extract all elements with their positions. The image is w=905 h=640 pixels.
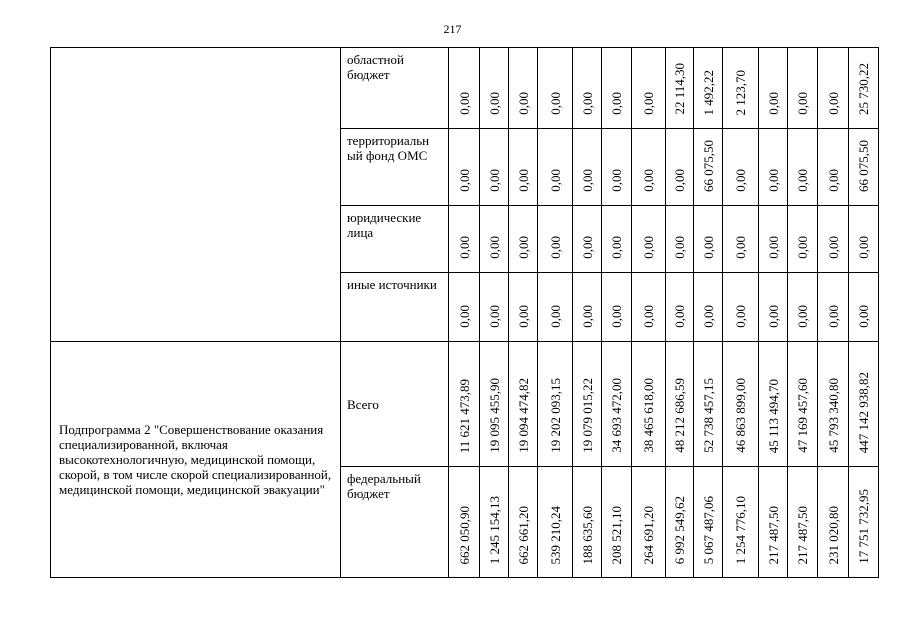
value-cell bbox=[818, 342, 849, 467]
value-cell bbox=[509, 467, 538, 578]
value-cell bbox=[480, 273, 509, 342]
value-cell bbox=[602, 129, 632, 206]
value: 19 079 015,22 bbox=[579, 378, 595, 453]
value: 11 621 473,89 bbox=[456, 378, 472, 453]
value-cell bbox=[759, 273, 788, 342]
value: 22 114,30 bbox=[672, 63, 687, 115]
value-cell bbox=[632, 273, 666, 342]
value: 0,00 bbox=[547, 305, 563, 328]
value: 0,00 bbox=[825, 236, 841, 259]
value: 0,00 bbox=[672, 305, 687, 328]
value: 0,00 bbox=[547, 169, 563, 192]
value: 0,00 bbox=[672, 169, 687, 192]
value: 5 067 487,06 bbox=[700, 495, 716, 564]
value-cell bbox=[602, 206, 632, 273]
value: 0,00 bbox=[825, 169, 841, 192]
value-cell bbox=[602, 273, 632, 342]
value: 0,00 bbox=[641, 169, 656, 192]
value: 208 521,10 bbox=[609, 505, 624, 564]
value-cell bbox=[818, 129, 849, 206]
value-cell bbox=[509, 273, 538, 342]
value-cell bbox=[759, 206, 788, 273]
value: 6 992 549,62 bbox=[672, 495, 687, 564]
value-cell bbox=[573, 342, 602, 467]
value: 0,00 bbox=[456, 169, 472, 192]
value: 0,00 bbox=[456, 92, 472, 115]
value: 0,00 bbox=[515, 169, 531, 192]
value-cell bbox=[849, 206, 879, 273]
value-cell bbox=[694, 129, 723, 206]
value: 0,00 bbox=[579, 236, 595, 259]
value-cell bbox=[666, 342, 694, 467]
value-cell bbox=[694, 342, 723, 467]
value: 0,00 bbox=[456, 305, 472, 328]
value-cell bbox=[818, 273, 849, 342]
value-cell bbox=[632, 48, 666, 129]
value-cell bbox=[788, 206, 818, 273]
value-cell bbox=[480, 129, 509, 206]
value: 45 113 494,70 bbox=[765, 378, 781, 453]
value-cell bbox=[509, 48, 538, 129]
value: 0,00 bbox=[547, 236, 563, 259]
value-cell bbox=[666, 48, 694, 129]
value: 231 020,80 bbox=[825, 505, 841, 564]
value-cell bbox=[788, 273, 818, 342]
value-cell bbox=[723, 342, 759, 467]
value: 0,00 bbox=[486, 236, 502, 259]
value: 34 693 472,00 bbox=[609, 378, 624, 453]
value: 447 142 938,82 bbox=[856, 371, 871, 453]
table-row bbox=[51, 342, 879, 467]
value-cell bbox=[480, 342, 509, 467]
value-cell bbox=[723, 206, 759, 273]
value-cell bbox=[694, 206, 723, 273]
value: 0,00 bbox=[795, 92, 810, 115]
value-cell bbox=[538, 129, 573, 206]
value-cell bbox=[723, 48, 759, 129]
value-cell bbox=[723, 129, 759, 206]
value-cell bbox=[849, 467, 879, 578]
value: 0,00 bbox=[609, 169, 624, 192]
value-cell bbox=[632, 129, 666, 206]
funding-source: федеральный бюджет bbox=[341, 467, 449, 578]
funding-source: областной бюджет bbox=[341, 48, 449, 129]
value: 2 123,70 bbox=[733, 69, 748, 115]
value-cell bbox=[480, 48, 509, 129]
value: 0,00 bbox=[765, 169, 781, 192]
value-cell bbox=[818, 48, 849, 129]
value: 0,00 bbox=[486, 169, 502, 192]
value: 17 751 732,95 bbox=[856, 489, 871, 564]
value-cell bbox=[849, 129, 879, 206]
funding-source: иные источники bbox=[341, 273, 449, 342]
value: 0,00 bbox=[765, 92, 781, 115]
value: 66 075,50 bbox=[856, 140, 871, 192]
value-cell bbox=[666, 273, 694, 342]
funding-source: юридические лица bbox=[341, 206, 449, 273]
value-cell bbox=[666, 467, 694, 578]
value: 0,00 bbox=[515, 236, 531, 259]
table-row bbox=[51, 48, 879, 129]
value-cell bbox=[480, 467, 509, 578]
value-cell bbox=[573, 129, 602, 206]
value: 264 691,20 bbox=[641, 505, 656, 564]
value: 0,00 bbox=[733, 305, 748, 328]
value: 0,00 bbox=[609, 305, 624, 328]
value: 0,00 bbox=[672, 236, 687, 259]
value: 0,00 bbox=[856, 236, 871, 259]
value: 0,00 bbox=[515, 305, 531, 328]
value-cell bbox=[449, 129, 480, 206]
value: 0,00 bbox=[795, 236, 810, 259]
value: 19 094 474,82 bbox=[515, 378, 531, 453]
value-cell bbox=[788, 342, 818, 467]
value: 1 245 154,13 bbox=[486, 495, 502, 564]
value: 66 075,50 bbox=[700, 140, 716, 192]
empty-label-cell bbox=[51, 48, 341, 342]
value: 0,00 bbox=[700, 305, 716, 328]
value: 0,00 bbox=[515, 92, 531, 115]
value-cell bbox=[449, 206, 480, 273]
value-cell bbox=[538, 48, 573, 129]
value-cell bbox=[538, 206, 573, 273]
value: 45 793 340,80 bbox=[825, 378, 841, 453]
value: 0,00 bbox=[795, 305, 810, 328]
value: 52 738 457,15 bbox=[700, 378, 716, 453]
value: 48 212 686,59 bbox=[672, 378, 687, 453]
value-cell bbox=[849, 342, 879, 467]
value: 0,00 bbox=[547, 92, 563, 115]
value-cell bbox=[632, 342, 666, 467]
subprogram-title: Подпрограмма 2 "Совершенствование оказания специализированной, включая высокотехнологичную, медицинской помощи, скорой, в том числе скорой специализированной, медицинской помощи, медицинской эвакуации" bbox=[51, 342, 341, 578]
value: 0,00 bbox=[825, 305, 841, 328]
value: 19 095 455,90 bbox=[486, 378, 502, 453]
value-cell bbox=[694, 48, 723, 129]
value-cell bbox=[818, 467, 849, 578]
value-cell bbox=[788, 467, 818, 578]
value-cell bbox=[509, 342, 538, 467]
value-cell bbox=[602, 342, 632, 467]
value-cell bbox=[449, 342, 480, 467]
value-cell bbox=[759, 129, 788, 206]
value: 0,00 bbox=[579, 305, 595, 328]
value: 1 254 776,10 bbox=[733, 495, 748, 564]
value-cell bbox=[723, 467, 759, 578]
value: 0,00 bbox=[579, 169, 595, 192]
value: 0,00 bbox=[641, 305, 656, 328]
value: 0,00 bbox=[765, 305, 781, 328]
value-cell bbox=[849, 273, 879, 342]
value-cell bbox=[602, 467, 632, 578]
value-cell bbox=[538, 342, 573, 467]
value: 0,00 bbox=[856, 305, 871, 328]
value: 0,00 bbox=[609, 236, 624, 259]
value: 0,00 bbox=[795, 169, 810, 192]
value-cell bbox=[449, 273, 480, 342]
value-cell bbox=[666, 206, 694, 273]
value-cell bbox=[788, 129, 818, 206]
value: 0,00 bbox=[765, 236, 781, 259]
value-cell bbox=[449, 467, 480, 578]
value-cell bbox=[759, 342, 788, 467]
page-number: 217 bbox=[443, 22, 462, 36]
value-cell bbox=[632, 206, 666, 273]
value: 0,00 bbox=[733, 236, 748, 259]
value: 539 210,24 bbox=[547, 505, 563, 564]
value: 46 863 899,00 bbox=[733, 378, 748, 453]
value: 0,00 bbox=[733, 169, 748, 192]
funding-source: Всего bbox=[341, 342, 449, 467]
funding-source: территориальн ый фонд ОМС bbox=[341, 129, 449, 206]
value-cell bbox=[573, 467, 602, 578]
value-cell bbox=[632, 467, 666, 578]
value-cell bbox=[849, 48, 879, 129]
value-cell bbox=[602, 48, 632, 129]
value: 0,00 bbox=[641, 92, 656, 115]
value-cell bbox=[538, 273, 573, 342]
value: 38 465 618,00 bbox=[641, 378, 656, 453]
value-cell bbox=[694, 273, 723, 342]
value: 662 661,20 bbox=[515, 505, 531, 564]
value-cell bbox=[723, 273, 759, 342]
value-cell bbox=[538, 467, 573, 578]
value: 217 487,50 bbox=[765, 505, 781, 564]
value: 188 635,60 bbox=[579, 505, 595, 564]
value-cell bbox=[449, 48, 480, 129]
value-cell bbox=[694, 467, 723, 578]
value: 0,00 bbox=[641, 236, 656, 259]
value-cell bbox=[666, 129, 694, 206]
value: 0,00 bbox=[486, 92, 502, 115]
value: 0,00 bbox=[579, 92, 595, 115]
value-cell bbox=[818, 206, 849, 273]
value: 217 487,50 bbox=[795, 505, 810, 564]
value-cell bbox=[509, 129, 538, 206]
value: 1 492,22 bbox=[700, 69, 716, 115]
value: 25 730,22 bbox=[856, 63, 871, 115]
value: 47 169 457,60 bbox=[795, 378, 810, 453]
value: 0,00 bbox=[486, 305, 502, 328]
value: 0,00 bbox=[825, 92, 841, 115]
value-cell bbox=[573, 273, 602, 342]
value-cell bbox=[480, 206, 509, 273]
value: 662 050,90 bbox=[456, 505, 472, 564]
value-cell bbox=[573, 206, 602, 273]
value-cell bbox=[573, 48, 602, 129]
value: 0,00 bbox=[456, 236, 472, 259]
value: 0,00 bbox=[609, 92, 624, 115]
value-cell bbox=[759, 467, 788, 578]
value-cell bbox=[788, 48, 818, 129]
value: 0,00 bbox=[700, 236, 716, 259]
value-cell bbox=[759, 48, 788, 129]
value: 19 202 093,15 bbox=[547, 378, 563, 453]
value-cell bbox=[509, 206, 538, 273]
funding-table bbox=[50, 47, 879, 578]
